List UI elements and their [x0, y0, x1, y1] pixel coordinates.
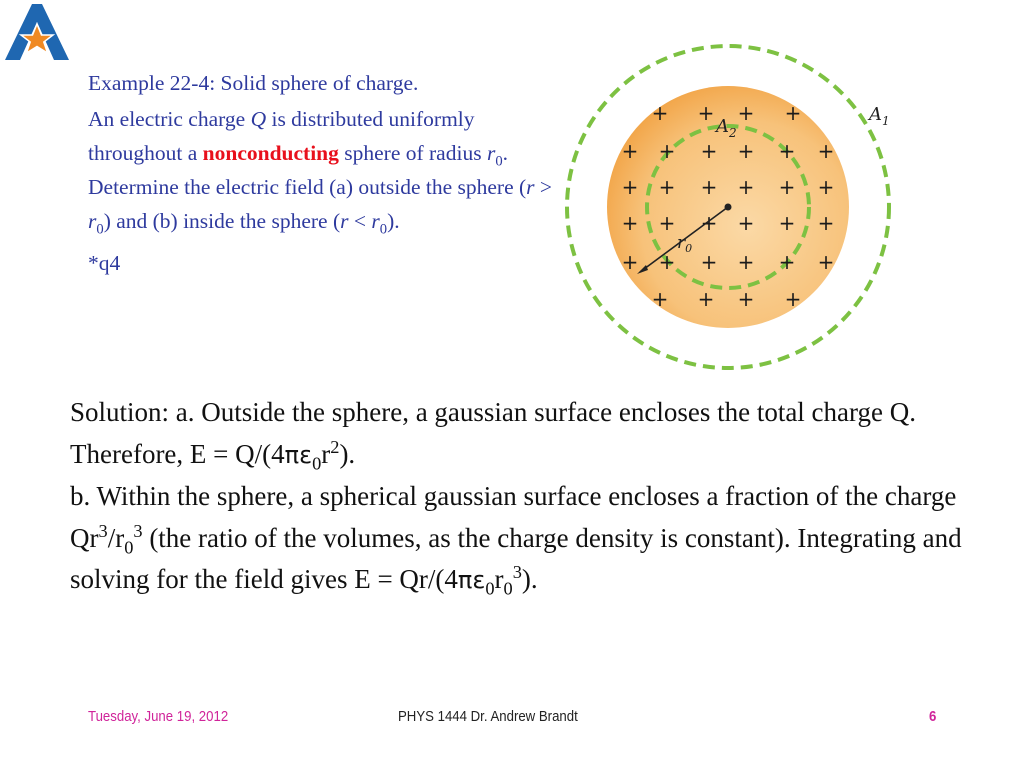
plus-charge-sign: + [737, 139, 755, 163]
solution-text-run: (the ratio of the volumes, as the charge density is constant). Integrating and solving for the field gives E = Qr/(4 [70, 522, 962, 594]
plus-charge-sign: + [817, 139, 835, 163]
plus-charge-sign: + [621, 139, 639, 163]
problem-text: ). [387, 209, 400, 233]
superscript: 3 [133, 520, 143, 541]
charge-symbol: Q [250, 107, 267, 131]
plus-charge-sign: + [621, 250, 639, 274]
radius-symbol: r [340, 209, 349, 233]
pi-epsilon-symbol: πε [284, 440, 313, 469]
label-a2: $A_2$ [716, 116, 737, 140]
plus-charge-sign: + [784, 287, 802, 311]
uta-star-logo-icon [2, 2, 70, 62]
subscript: 0 [312, 452, 322, 473]
plus-charge-sign: + [700, 250, 718, 274]
question-reference: *q4 [88, 251, 121, 275]
plus-charge-sign: + [778, 211, 796, 235]
problem-text: . Determine the electric field (a) outside the sphere ( [88, 141, 527, 199]
plus-charge-sign: + [658, 139, 676, 163]
subscript: 0 [485, 578, 495, 599]
solution-text-run: /r [107, 522, 125, 553]
subscript: 0 [379, 221, 388, 238]
footer-date: Tuesday, June 19, 2012 [88, 708, 229, 725]
plus-charge-sign: + [737, 175, 755, 199]
plus-charge-sign: + [737, 287, 755, 311]
solution-text-run: r [494, 564, 504, 594]
subscript: 0 [503, 578, 513, 599]
plus-charge-sign: + [778, 139, 796, 163]
subscript: 0 [96, 221, 104, 238]
problem-text: is distributed uniformly throughout a [88, 107, 475, 165]
plus-charge-sign: + [784, 101, 802, 125]
plus-charge-sign: + [658, 175, 676, 199]
plus-charge-sign: + [817, 175, 835, 199]
slide-number: 6 [929, 708, 937, 725]
nonconducting-emphasis: nonconducting [202, 141, 339, 165]
problem-text: An electric charge [88, 107, 251, 131]
superscript: 2 [330, 436, 340, 457]
subscript: 0 [495, 153, 503, 170]
plus-charge-sign: + [737, 101, 755, 125]
superscript: 3 [98, 520, 108, 541]
plus-charge-sign: + [658, 250, 676, 274]
charged-sphere-figure [560, 40, 900, 375]
pi-epsilon-symbol: πε [457, 566, 486, 594]
plus-charge-sign: + [700, 211, 718, 235]
plus-charge-sign: + [658, 211, 676, 235]
plus-charge-sign: + [737, 211, 755, 235]
example-block [88, 66, 558, 280]
solution-text-run: Solution: a. Outside the sphere, a gaussian surface encloses the total charge Q. Therefore, E = Q/(4 [70, 397, 917, 469]
plus-charge-sign: + [778, 250, 796, 274]
example-title: Example 22-4: Solid sphere of charge. [88, 71, 419, 95]
solution-text-run: ). [521, 564, 538, 594]
plus-charge-sign: + [778, 175, 796, 199]
label-r0: $r_0$ [677, 233, 693, 255]
solution-text [70, 392, 970, 602]
superscript: 3 [512, 562, 522, 582]
label-a1: $A_1$ [869, 104, 890, 128]
plus-charge-sign: + [700, 139, 718, 163]
footer-course: PHYS 1444 Dr. Andrew Brandt [398, 708, 578, 725]
subscript: 0 [124, 536, 134, 557]
solution-text-run: b. Within the sphere, a spherical gaussian surface encloses a fraction of the charge Qr [70, 481, 957, 553]
radius-symbol: r [526, 175, 535, 199]
radius-symbol: r [88, 209, 97, 233]
radius-symbol: r [486, 141, 496, 165]
solution-text-run: ). [339, 438, 356, 469]
sphere-center-dot [725, 204, 732, 211]
problem-text: ) and (b) inside the sphere ( [103, 209, 341, 233]
plus-charge-sign: + [651, 101, 669, 125]
plus-charge-sign: + [697, 101, 715, 125]
plus-charge-sign: + [817, 211, 835, 235]
solution-part-b [70, 476, 970, 602]
greater-than: > [534, 175, 553, 199]
solution-part-a [70, 392, 970, 476]
solution-text-run: r [321, 438, 331, 469]
plus-charge-sign: + [621, 175, 639, 199]
plus-charge-sign: + [737, 250, 755, 274]
problem-statement [88, 102, 558, 238]
radius-symbol: r [371, 209, 380, 233]
plus-charge-sign: + [817, 250, 835, 274]
less-than: < [348, 209, 372, 233]
plus-charge-sign: + [700, 175, 718, 199]
plus-charge-sign: + [651, 287, 669, 311]
plus-charge-sign: + [621, 211, 639, 235]
problem-text: sphere of radius [338, 141, 487, 165]
plus-charge-sign: + [697, 287, 715, 311]
